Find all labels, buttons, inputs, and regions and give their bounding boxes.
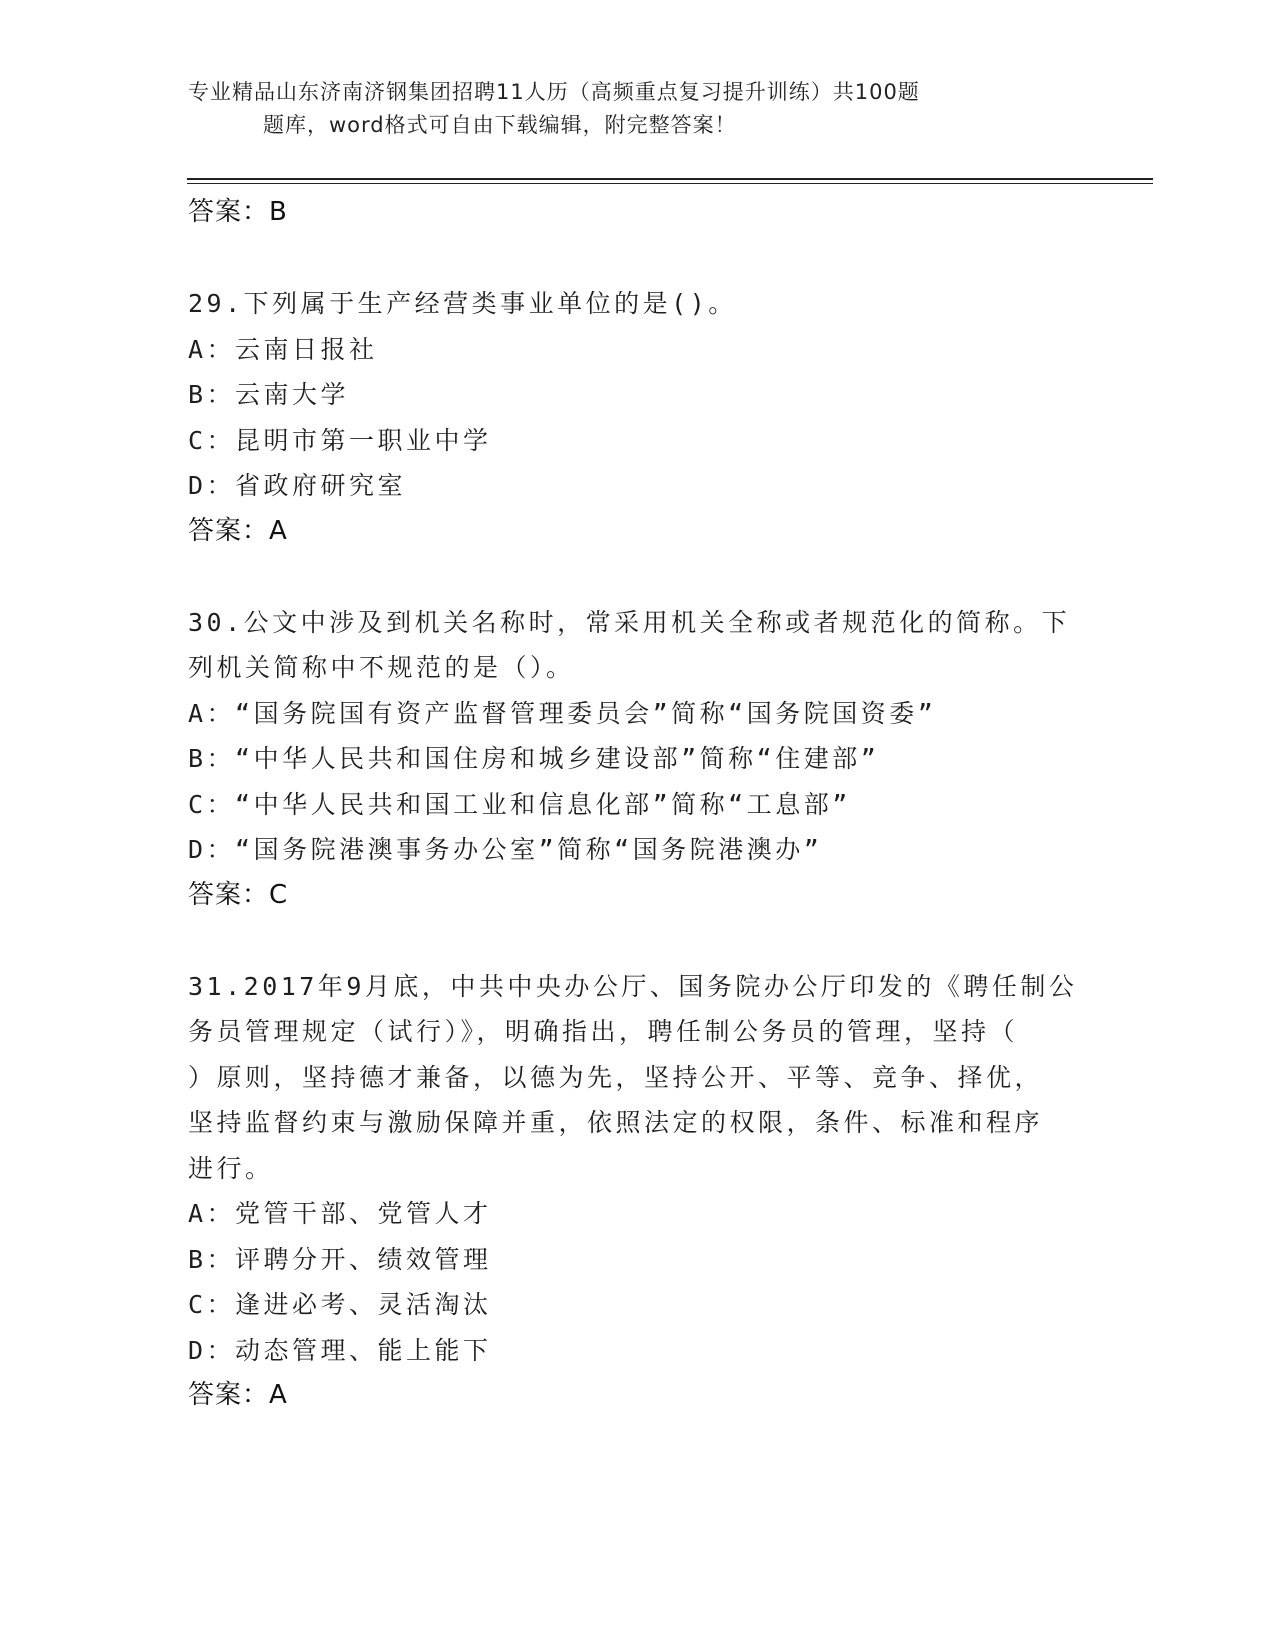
header-divider-thick xyxy=(187,178,1153,180)
question-text-line: 务员管理规定（试行）》，明确指出，聘任制公务员的管理，坚持（ xyxy=(188,1017,1019,1046)
question-text xyxy=(188,281,1088,327)
question-text xyxy=(188,600,1088,691)
question-31 xyxy=(188,964,1088,1419)
option-b: B：评聘分开、绩效管理 xyxy=(188,1244,492,1274)
header-title-line2: 题库，word格式可自由下载编辑，附完整答案！ xyxy=(263,113,737,137)
option-c: C：“中华人民共和国工业和信息化部”简称“工息部” xyxy=(188,789,851,819)
option-d: D：“国务院港澳事务办公室”简称“国务院港澳办” xyxy=(188,835,823,864)
question-text-line: ）原则，坚持德才兼备，以德为先，坚持公开、平等、竞争、择优， xyxy=(188,1062,1044,1092)
question-text-line: 29.下列属于生产经营类事业单位的是()。 xyxy=(188,289,737,318)
question-text-line: 30.公文中涉及到机关名称时，常采用机关全称或者规范化的简称。下 xyxy=(188,607,1071,637)
question-text-line: 坚持监督约束与激励保障并重，依照法定的权限，条件、标准和程序 xyxy=(188,1108,1044,1137)
question-text xyxy=(188,964,1088,1192)
answer: 答案：C xyxy=(188,879,289,910)
previous-question-answer: 答案：B xyxy=(188,197,288,227)
option-a: A：“国务院国有资产监督管理委员会”简称“国务院国资委” xyxy=(188,698,937,728)
option-d: D：动态管理、能上能下 xyxy=(188,1335,492,1365)
question-text-line: 进行。 xyxy=(188,1153,274,1183)
question-text-line: 列机关简称中不规范的是（）。 xyxy=(188,653,575,682)
option-d: D：省政府研究室 xyxy=(188,471,407,500)
question-29 xyxy=(188,281,1088,554)
option-c: C：昆明市第一职业中学 xyxy=(188,425,492,455)
header-divider-thin xyxy=(187,183,1153,184)
option-c: C：逢进必考、灵活淘汰 xyxy=(188,1290,492,1319)
question-30 xyxy=(188,600,1088,918)
option-a: A：云南日报社 xyxy=(188,334,378,364)
document-body xyxy=(188,190,1088,1418)
header-title-line1: 专业精品山东济南济钢集团招聘11人历（高频重点复习提升训练）共100题 xyxy=(188,80,920,104)
option-a: A：党管干部、党管人才 xyxy=(188,1199,492,1228)
question-text-line: 31.2017年9月底，中共中央办公厅、国务院办公厅印发的《聘任制公 xyxy=(188,971,1078,1001)
page-header xyxy=(188,76,1068,142)
option-b: B：云南大学 xyxy=(188,380,350,409)
answer: 答案：A xyxy=(188,515,288,546)
option-b: B：“中华人民共和国住房和城乡建设部”简称“住建部” xyxy=(188,744,880,773)
answer: 答案：A xyxy=(188,1380,288,1410)
